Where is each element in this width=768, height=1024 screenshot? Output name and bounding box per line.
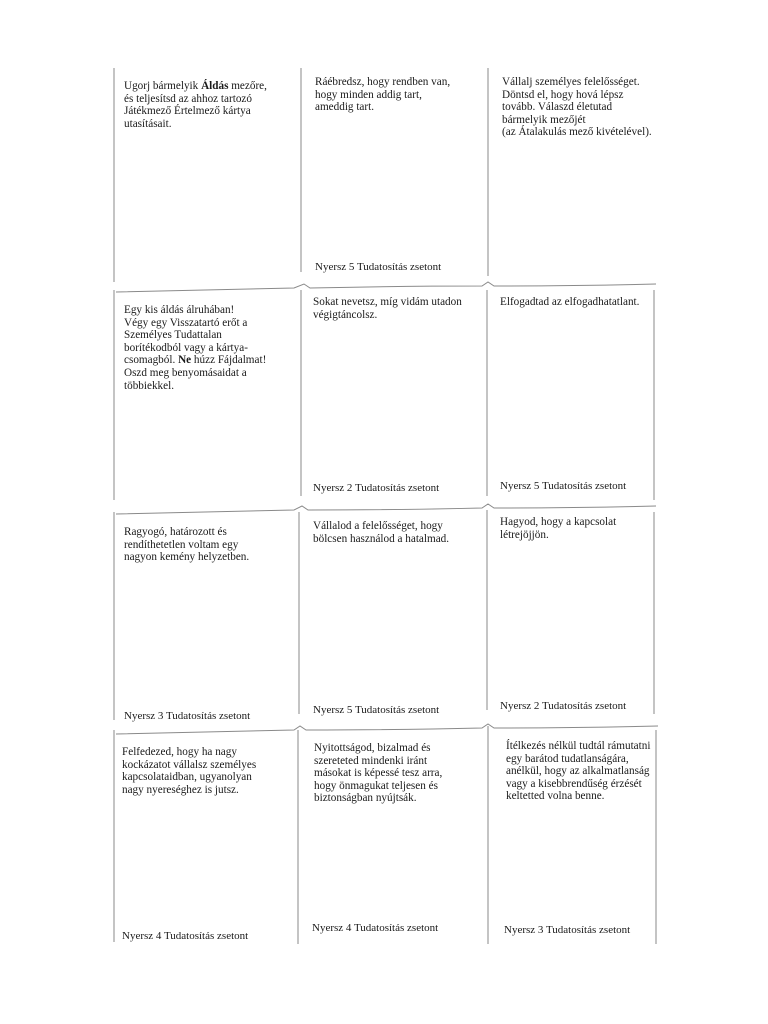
card-text — [313, 296, 462, 321]
card-text — [124, 526, 249, 564]
card-r3c3 — [487, 514, 667, 728]
card-text-run: mezőre, és teljesítsd az ahhoz tartozó Játékmező Értelmező kártya utasításait. — [124, 80, 267, 130]
card-text — [500, 296, 639, 309]
card-text — [122, 746, 256, 796]
card-reward: Nyersz 4 Tudatosítás zsetont — [312, 922, 439, 934]
card-text-run: Elfogadtad az elfogadhatatlant. — [500, 296, 640, 308]
card-reward: Nyersz 3 Tudatosítás zsetont — [124, 710, 251, 722]
card-text-run: Ragyogó, határozott és rendíthetetlen voltam egy nagyon kemény helyzetben. — [124, 526, 250, 564]
card-text — [315, 76, 450, 114]
card-text — [314, 742, 442, 805]
card-text-run: Ítélkezés nélkül tudtál rámutatni egy barátod tudatlanságára, anélkül, hogy az alkalmatlanság vagy a kisebbrendűség érzését keltetted volna benne. — [506, 740, 651, 803]
card-r2c3 — [488, 292, 668, 506]
card-reward: Nyersz 4 Tudatosítás zsetont — [122, 930, 249, 942]
card-text — [124, 80, 267, 130]
card-reward: Nyersz 5 Tudatosítás zsetont — [315, 261, 442, 273]
card-text-run: húzz Fájdalmat! Oszd meg benyomásaidat a többiekkel. — [124, 354, 267, 392]
card-text-run: Vállalj személyes felelősséget. Döntsd el, hogy hová lépsz tovább. Válaszd életutad bármelyik mezőjét (az Átalakulás mező kivételével). — [502, 76, 652, 139]
card-text-run: Vállalod a felelősséget, hogy bölcsen használod a hatalmad. — [313, 520, 450, 545]
card-text-run: Ugorj bármelyik — [124, 80, 202, 92]
card-r1c3 — [488, 68, 668, 282]
card-text-bold: Ne — [178, 354, 192, 367]
card-r4c1 — [114, 734, 301, 946]
card-text-bold: Áldás — [201, 80, 229, 92]
card-text-run: Egy kis áldás álruhában! Végy egy Visszatartó erőt a Személyes Tudattalan borítékodból vagy a kártya- csomagból. — [124, 304, 248, 367]
card-text-run: Felfedezed, hogy ha nagy kockázatot vállalsz személyes kapcsolataidban, ugyanolyan nagy nyereséghez is jutsz. — [122, 746, 257, 796]
card-text — [500, 516, 616, 541]
card-text-run: Nyitottságod, bizalmad és szereteted mindenki iránt másokat is képessé tesz arra, hogy önmagukat teljesen és biztonságban nyújtsák. — [314, 742, 443, 805]
card-reward: Nyersz 5 Tudatosítás zsetont — [313, 704, 440, 716]
card-reward: Nyersz 2 Tudatosítás zsetont — [313, 482, 440, 494]
card-r2c2 — [301, 292, 488, 506]
card-text-run: Ráébredsz, hogy rendben van, hogy minden addig tart, ameddig tart. — [315, 76, 451, 114]
card-text-run: Sokat nevetsz, míg vidám utadon végigtáncolsz. — [313, 296, 462, 321]
card-reward: Nyersz 2 Tudatosítás zsetont — [500, 700, 627, 712]
card-r1c2 — [301, 68, 488, 282]
card-text — [502, 76, 652, 139]
card-r4c2 — [298, 734, 488, 946]
card-text — [124, 304, 266, 392]
card-r1c1 — [114, 68, 301, 282]
card-reward: Nyersz 5 Tudatosítás zsetont — [500, 480, 627, 492]
card-text — [313, 520, 449, 545]
card-r3c1 — [114, 514, 301, 728]
card-text — [506, 740, 650, 803]
card-r3c2 — [299, 514, 486, 728]
card-r4c3 — [488, 734, 668, 946]
card-r2c1 — [114, 292, 301, 506]
card-reward: Nyersz 3 Tudatosítás zsetont — [504, 924, 631, 936]
card-text-run: Hagyod, hogy a kapcsolat létrejöjjön. — [500, 516, 617, 541]
